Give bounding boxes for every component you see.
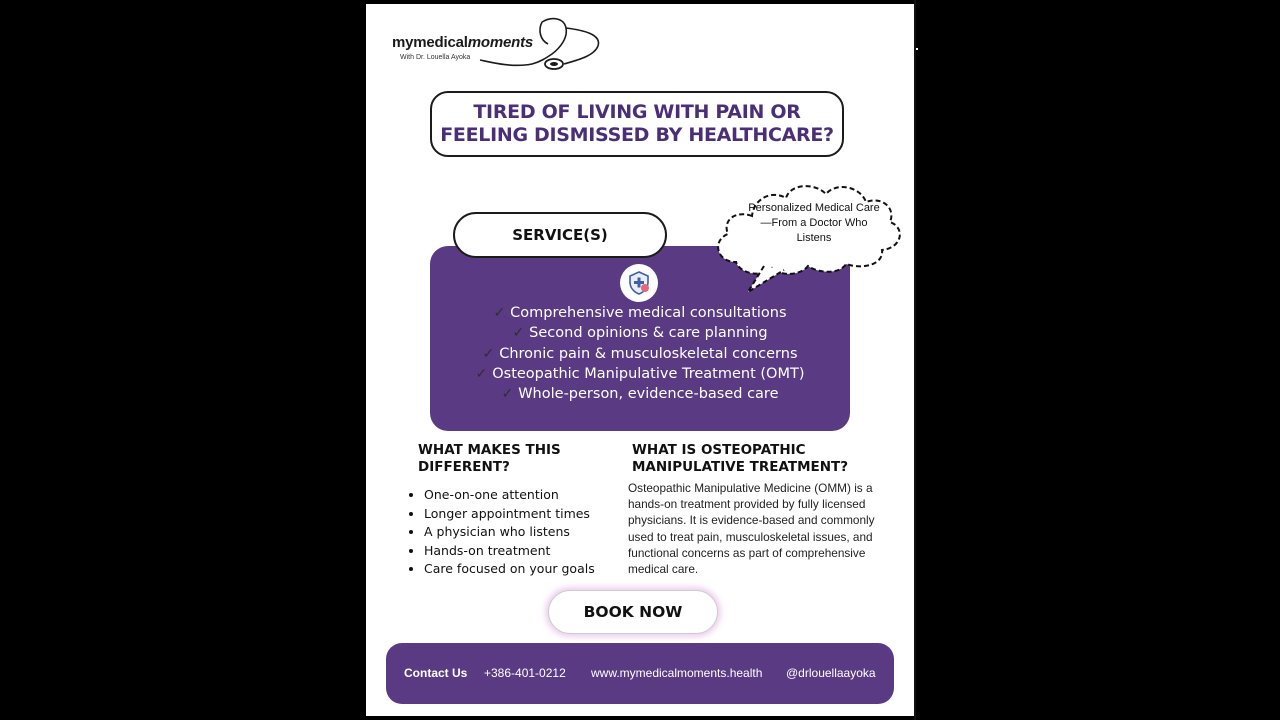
check-icon: ✓ [501,386,514,403]
cloud-caption: Personalized Medical Care—From a Doctor Who Listens [748,202,880,244]
footer-bar [386,643,894,704]
website-link[interactable]: www.mymedicalmoments.health [591,666,763,680]
flyer-page [366,4,914,716]
book-now-label: BOOK NOW [583,603,683,621]
edge-mark [916,48,918,50]
check-icon: ✓ [512,325,525,342]
logo [392,14,632,74]
logo-wordmark: mymedicalmoments [392,34,534,51]
book-now-button[interactable] [548,590,718,634]
logo-subtitle: With Dr. Louella Ayoka [400,54,471,61]
shield-icon [620,264,658,302]
social-handle-link[interactable]: @drlouellaayoka [786,666,876,680]
check-icon: ✓ [493,305,506,322]
list-item: ✓ Second opinions & care planning [512,325,768,342]
page-edge [914,0,916,720]
list-item: • Longer appointment times [424,505,595,524]
services-title: SERVICE(S) [512,226,608,244]
list-item: • One-on-one attention [424,486,595,505]
list-item: ✓ Chronic pain & musculoskeletal concerns [482,345,798,362]
omt-heading: WHAT IS OSTEOPATHIC MANIPULATIVE TREATMENT? [632,442,849,475]
phone-link[interactable]: +386-401-0212 [484,666,566,680]
different-heading: WHAT MAKES THIS DIFFERENT? [418,442,561,475]
services-list [430,303,850,404]
headline-text: TIRED OF LIVING WITH PAIN OR FEELING DISMISSED BY HEALTHCARE? [440,101,834,146]
list-item: ✓ Comprehensive medical consultations [493,305,787,322]
services-title-pill [453,212,667,258]
list-item: • A physician who listens [424,523,595,542]
headline-box [430,91,844,157]
different-list [408,486,595,579]
contact-label: Contact Us [404,666,468,680]
list-item: • Care focused on your goals [424,560,595,579]
list-item: ✓ Osteopathic Manipulative Treatment (OMT) [475,366,805,383]
check-icon: ✓ [482,345,495,362]
check-icon: ✓ [475,366,488,383]
list-item: • Hands-on treatment [424,542,595,561]
omt-description: Osteopathic Manipulative Medicine (OMM) is a hands-on treatment provided by fully licensed physicians. It is evidence-based and commonly used to treat pain, musculoskeletal issues, and functional concerns as part of comprehensive medical care. [628,481,875,577]
list-item: ✓ Whole-person, evidence-based care [501,386,779,403]
